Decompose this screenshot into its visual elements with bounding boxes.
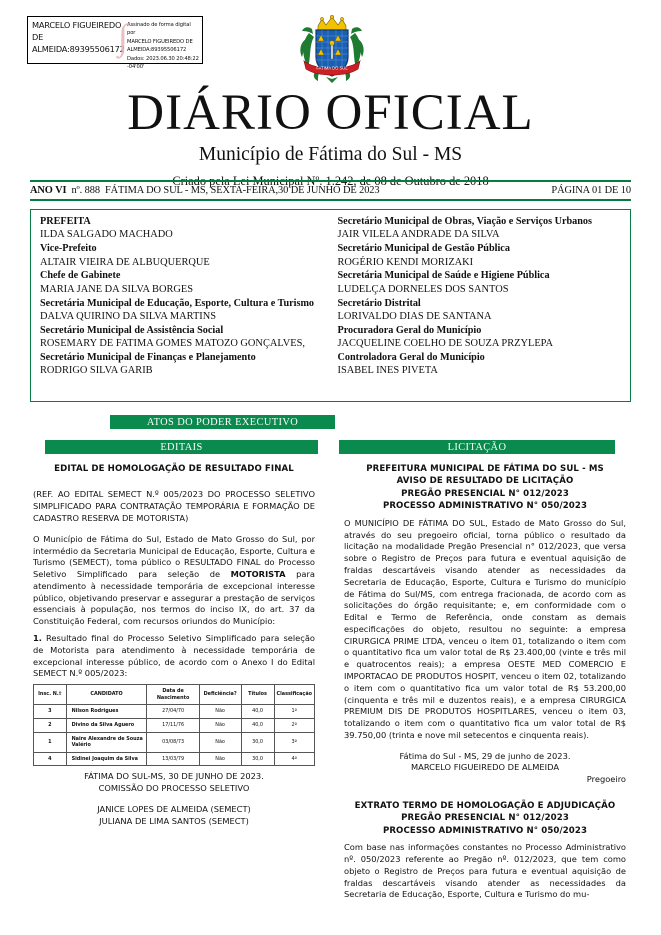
rule-bottom xyxy=(30,199,631,201)
licitacao-sign-date: Fátima do Sul - MS, 29 de junho de 2023. xyxy=(399,750,571,761)
cell-deficiencia: Não xyxy=(199,732,241,752)
issue-ano: ANO VI xyxy=(30,184,67,196)
column-licitacao xyxy=(344,463,626,901)
table-header-row xyxy=(34,685,315,705)
officials-column-right xyxy=(331,215,631,401)
cell-insc: 3 xyxy=(34,705,67,719)
official-name: JAIR VILELA ANDRADE DA SILVA xyxy=(337,229,500,241)
cell-candidato: Sidinei Joaquim da Silva xyxy=(66,752,147,766)
table-row xyxy=(34,732,315,752)
th-insc: Insc. N.º xyxy=(34,685,67,705)
th-classificacao: Classificação xyxy=(274,685,314,705)
cell-data: 27/04/70 xyxy=(147,705,199,719)
cell-candidato: Divino da Silva Aguero xyxy=(66,719,147,733)
edital-p1-part-b: para atendimento à necessidade temporária de excepcional interesse público, objetivando preservar e assegurar a prestação de serviços essenciais à população, nos termos do inciso IX, do art. 37 da Constituição Federal, com recursos oriundos do Município: xyxy=(33,569,315,627)
issue-page-number: PÁGINA 01 DE 10 xyxy=(551,184,631,196)
signature-detail-line-2: MARCELO FIGUEIREDO DE xyxy=(127,38,193,45)
column-editais xyxy=(33,463,315,828)
edital-signer-2: JULIANA DE LIMA SANTOS (SEMECT) xyxy=(99,815,249,826)
signature-detail-line-4: Dados: 2023.06.30 20:48:22 -04'00' xyxy=(127,55,199,71)
cell-insc: 1 xyxy=(34,732,67,752)
official-role: Secretário Municipal de Assistência Social xyxy=(40,324,224,336)
signature-name-block xyxy=(28,17,124,63)
licitacao-heading-line-4: PROCESSO ADMINISTRATIVO N° 050/2023 xyxy=(382,501,588,512)
table-row xyxy=(34,752,315,766)
official-role: Secretária Municipal de Educação, Esporte, Cultura e Turismo xyxy=(40,297,315,309)
th-deficiencia: Deficiência? xyxy=(199,685,241,705)
banner-editais: EDITAIS xyxy=(45,440,318,454)
edital-reference: (REF. AO EDITAL SEMECT N.º 005/2023 DO PROCESSO SELETIVO SIMPLIFICADO PARA CONTRATAÇÃO TEMPORÁRIA E FORMAÇÃO DE CADASTRO RESERVA DE MOTORISTA) xyxy=(33,489,315,524)
edital-p1-bold: MOTORISTA xyxy=(230,569,286,580)
extrato-body: Com base nas informações constantes no Processo Administrativo nº. 050/2023 referente ao Pregão nº. 012/2023, que tem como objeto o Registro de Preços para futura e eventual aquisição de fraldas descartáveis visando atender as necessidades da Secretaria de Educação, Esporte, Cultura e Turismo do mu- xyxy=(344,842,626,900)
official-name: LORIVALDO DIAS DE SANTANA xyxy=(337,311,492,323)
official-role: Controladora Geral do Município xyxy=(337,351,485,363)
th-data-nascimento: Data de Nascimento xyxy=(147,685,199,705)
cell-insc: 2 xyxy=(34,719,67,733)
official-name: RODRIGO SILVA GARIB xyxy=(40,365,153,377)
licitacao-body: O MUNICÍPIO DE FÁTIMA DO SUL, Estado de Mato Grosso do Sul, através do seu pregoeiro oficial, torna público o resultado da licitação na modalidade Pregão Presencial n° 012/2023, que versa sobre o Registro de Preços para futura e eventual aquisição de fraldas descartáveis visando atender as necessidades da Secretaria de Educação, Esporte, Cultura e Turismo do município de Fátima do Sul/MS, com entrega fracionada, de acordo com as solicitações do órgão requisitante; e, em conformidade com o Edital e Termo de Referência, onde constam as demais especificações do objeto, resultou no seguinte: a empresa CIRURGICA PRIME LTDA, venceu o item 01, totalizando o item com o quantitativo fica um valor total de R$ 23.400,00 (vinte e três mil e quatrocentos reais); a empresa OESTE MED COMERCIO E IMPORTACAO DE PRODUTOS HOSPIT, venceu o item 02, totalizando o item com o quantitativo fica um valor total de R$ 53.200,00 (cinquenta e três mil e duzentos reais), e a empresa CIRURGICA PREMIUM DIS DE PRODUTOS HOSPITLARES, venceu o item 03, totalizando o item com o quantitativo fica um valor total de R$ 39.750,00 (trinta e nove mil setecentos e cinquenta reais). xyxy=(344,517,626,740)
signature-name-line-2: DE xyxy=(32,31,44,42)
official-role: Secretário Municipal de Gestão Pública xyxy=(337,243,510,255)
cell-data: 03/08/73 xyxy=(147,732,199,752)
licitacao-heading-line-1: PREFEITURA MUNICIPAL DE FÁTIMA DO SUL - MS xyxy=(366,464,604,474)
official-role: Secretária Municipal de Saúde e Higiene Pública xyxy=(337,270,550,282)
signature-name-line-3: ALMEIDA:89395506172 xyxy=(32,43,125,54)
official-role: PREFEITA xyxy=(40,216,91,227)
official-role: Secretário Municipal de Finanças e Planejamento xyxy=(40,351,256,363)
official-role: Procuradora Geral do Município xyxy=(337,324,482,336)
banner-licitacao: LICITAÇÃO xyxy=(339,440,615,454)
issue-line xyxy=(30,182,631,198)
table-row xyxy=(34,719,315,733)
official-name: ROSEMARY DE FATIMA GOMES MATOZO GONÇALVES, xyxy=(40,338,305,350)
th-candidato: CANDIDATO xyxy=(66,685,147,705)
signature-name-line-1: MARCELO FIGUEIREDO xyxy=(32,20,122,30)
edital-signer-1: JANICE LOPES DE ALMEIDA (SEMECT) xyxy=(97,804,251,814)
licitacao-heading-line-3: PREGÃO PRESENCIAL N° 012/2023 xyxy=(401,488,569,499)
official-role: Vice-Prefeito xyxy=(40,243,97,255)
candidates-table xyxy=(33,684,315,766)
licitacao-heading-line-2: AVISO DE RESULTADO DE LICITAÇÃO xyxy=(396,476,574,487)
issue-left xyxy=(30,185,384,196)
masthead-subtitle: Município de Fátima do Sul - MS xyxy=(198,144,463,165)
cell-titulos: 30,0 xyxy=(241,732,274,752)
cell-titulos: 40,0 xyxy=(241,719,274,733)
edital-paragraph-1 xyxy=(33,534,315,628)
official-name: LUDELÇA DORNELES DOS SANTOS xyxy=(337,283,509,295)
cell-deficiencia: Não xyxy=(199,752,241,766)
signature-detail-block xyxy=(118,17,202,71)
cell-classificacao: 3º xyxy=(274,732,314,752)
extrato-heading-line-3: PROCESSO ADMINISTRATIVO N° 050/2023 xyxy=(382,825,588,836)
masthead xyxy=(0,85,661,189)
edital-item-1-number: 1. xyxy=(33,633,42,644)
cell-data: 17/11/76 xyxy=(147,719,199,733)
issue-local-data: FÁTIMA DO SUL - MS, SEXTA-FEIRA,30 DE JUNHO DE 2023 xyxy=(104,184,380,196)
officials-box xyxy=(30,209,631,402)
official-name: MARIA JANE DA SILVA BORGES xyxy=(40,283,194,295)
edital-closing-date: FÁTIMA DO SUL-MS, 30 DE JUNHO DE 2023. xyxy=(84,771,264,782)
licitacao-sign-name: MARCELO FIGUEIREDO DE ALMEIDA xyxy=(410,762,560,773)
signature-detail-line-3: ALMEIDA:89395506172 xyxy=(127,47,187,54)
licitacao-heading xyxy=(344,463,626,513)
cell-classificacao: 2º xyxy=(274,719,314,733)
digital-signature-stamp xyxy=(27,16,203,71)
official-role: Secretário Distrital xyxy=(337,297,421,309)
extrato-heading-line-2: PREGÃO PRESENCIAL N° 012/2023 xyxy=(401,813,569,824)
svg-text:FATIMA DO SUL: FATIMA DO SUL xyxy=(316,65,348,71)
coat-of-arms-icon xyxy=(296,13,368,87)
cell-candidato: Naire Alexandre de Souza Valério xyxy=(66,732,147,752)
edital-p1-part-a: O Município de Fátima do Sul, Estado de Mato Grosso do Sul, por intermédio da Secretaria Municipal de Educação, Esporte, Cultura e Turismo (SEMECT), toma público o RESULTADO FINAL do Processo Seletivo Simplificado para seleção de xyxy=(33,533,315,580)
official-name: ISABEL INES PIVETA xyxy=(337,365,438,377)
table-row xyxy=(34,705,315,719)
official-role: Chefe de Gabinete xyxy=(40,270,121,282)
cell-insc: 4 xyxy=(34,752,67,766)
th-titulos: Títulos xyxy=(241,685,274,705)
cell-titulos: 30,0 xyxy=(241,752,274,766)
cell-data: 13/03/79 xyxy=(147,752,199,766)
official-name: ALTAIR VIEIRA DE ALBUQUERQUE xyxy=(40,256,210,268)
page-title: DIÁRIO OFICIAL xyxy=(127,85,534,141)
issue-numero: nº. 888 xyxy=(71,184,100,196)
cell-candidato: Nilson Rodrigues xyxy=(66,705,147,719)
official-role: Secretário Municipal de Obras, Viação e Serviços Urbanos xyxy=(337,216,592,227)
edital-item-1 xyxy=(33,633,315,680)
cell-classificacao: 4º xyxy=(274,752,314,766)
official-name: ILDA SALGADO MACHADO xyxy=(40,229,173,241)
cell-classificacao: 1º xyxy=(274,705,314,719)
officials-column-left xyxy=(31,215,331,401)
edital-title: EDITAL DE HOMOLOGAÇÃO DE RESULTADO FINAL xyxy=(54,464,294,474)
edital-closing-commission: COMISSÃO DO PROCESSO SELETIVO xyxy=(98,783,250,794)
signature-detail-line-1: Assinado de forma digital por xyxy=(127,22,191,37)
banner-atos-poder-executivo: ATOS DO PODER EXECUTIVO xyxy=(110,415,335,429)
official-name: ROGÉRIO KENDI MORIZAKI xyxy=(337,256,474,268)
extrato-heading xyxy=(344,800,626,837)
cell-deficiencia: Não xyxy=(199,719,241,733)
official-name: DALVA QUIRINO DA SILVA MARTINS xyxy=(40,311,217,323)
official-name: JACQUELINE COELHO DE SOUZA PRZYLEPA xyxy=(337,338,554,350)
licitacao-sign-role: Pregoeiro xyxy=(586,774,626,785)
signature-flourish-icon: ∫ xyxy=(118,17,128,57)
extrato-heading-line-1: EXTRATO TERMO DE HOMOLOGAÇÃO E ADJUDICAÇÃO xyxy=(354,801,616,811)
cell-titulos: 40,0 xyxy=(241,705,274,719)
edital-item-1-text: Resultado final do Processo Seletivo Simplificado para seleção de Motorista para atendimento à necessidade temporária de excepcional interesse público, de acordo com o Anexo I do Edital SEMECT N.º 005/2023: xyxy=(33,633,315,679)
cell-deficiencia: Não xyxy=(199,705,241,719)
